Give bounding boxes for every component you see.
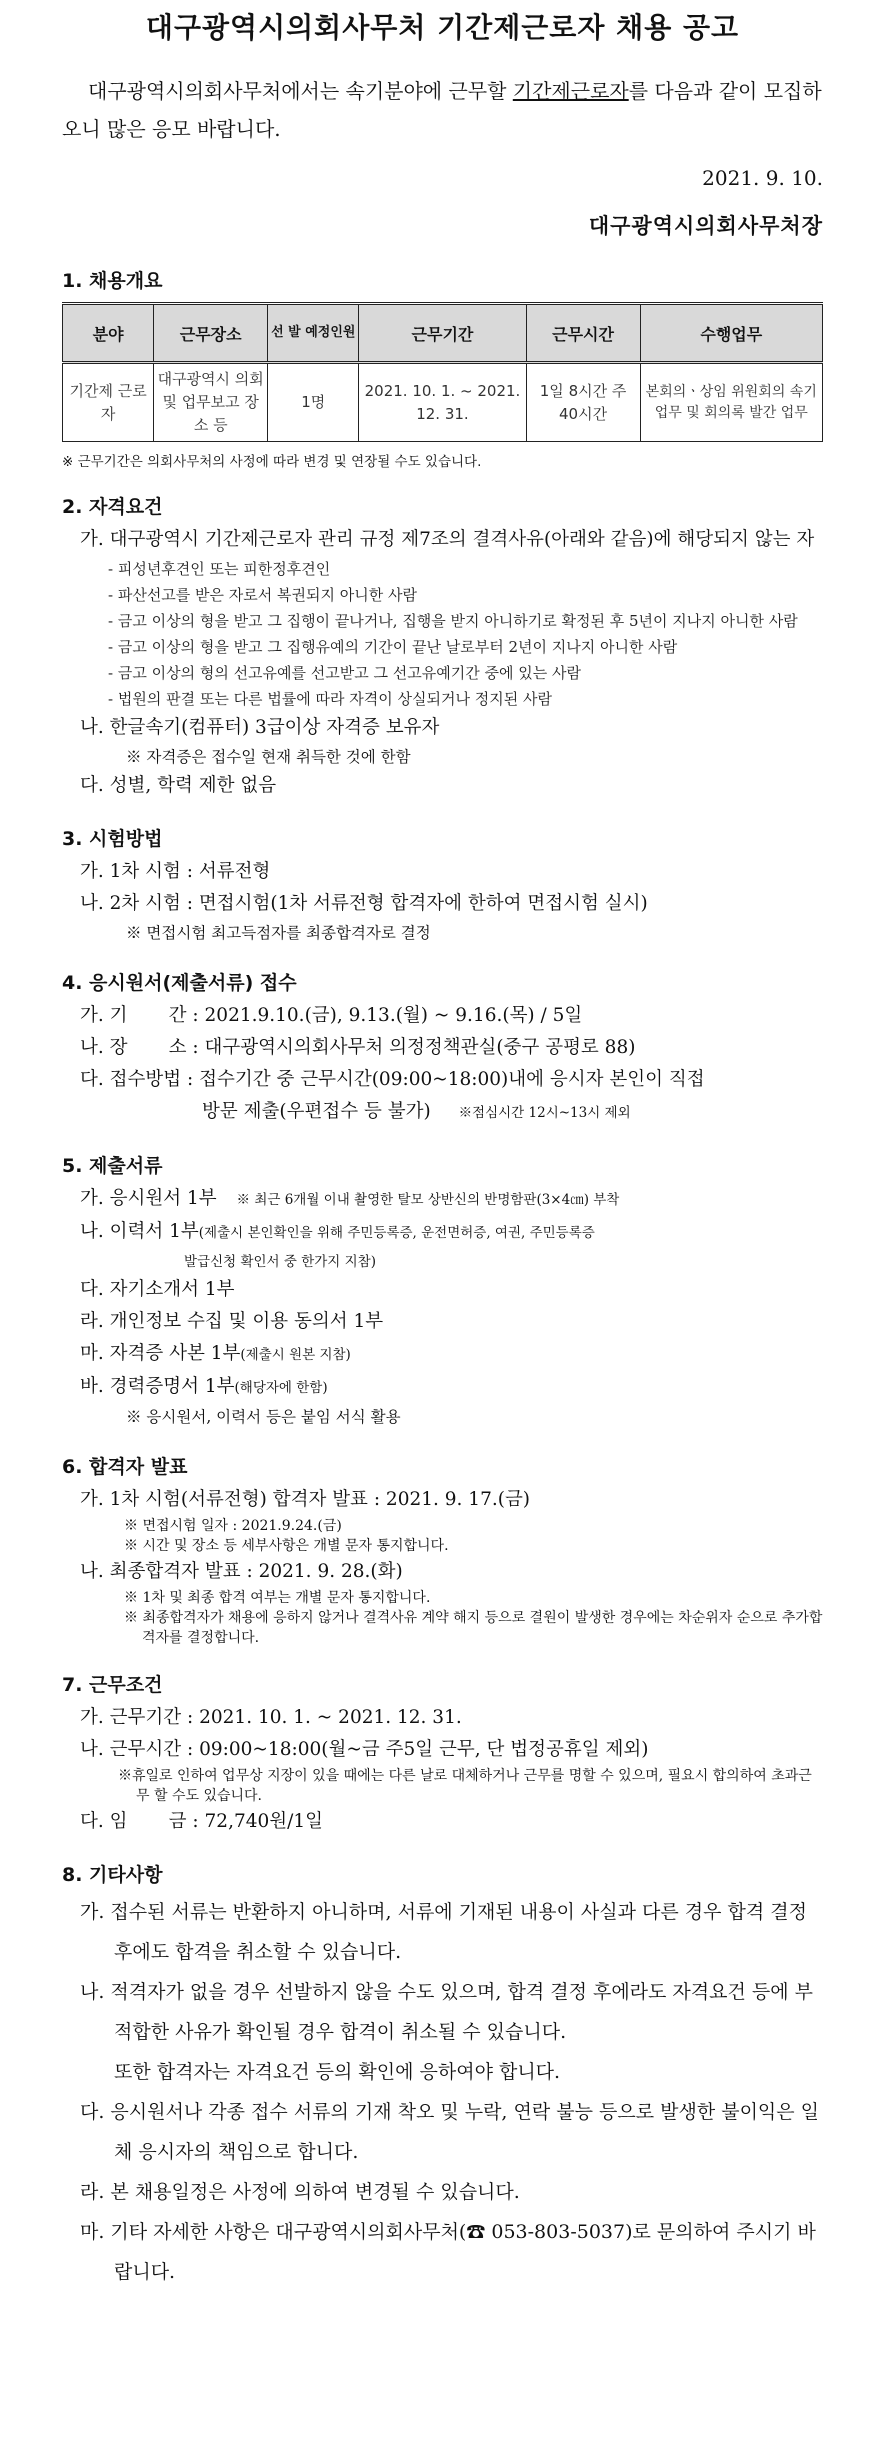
etc-list — [62, 1892, 823, 2292]
section-8-title: 8. 기타사항 — [62, 1864, 163, 1886]
doc-f-note: (해당자에 한함) — [234, 1380, 328, 1396]
doc-b-note-2: 발급신청 확인서 중 한가지 지참) — [184, 1254, 376, 1270]
requirement-b: 나. 한글속기(컴퓨터) 3급이상 자격증 보유자 — [80, 717, 440, 738]
list-item: - 금고 이상의 형의 선고유예를 선고받고 그 선고유예기간 중에 있는 사람 — [108, 664, 581, 682]
lunch-note: ※점심시간 12시~13시 제외 — [458, 1105, 631, 1121]
list-item: - 금고 이상의 형을 받고 그 집행이 끝나거나, 집행을 받지 아니하기로 확정된 후 5년이 지나지 아니한 사람 — [108, 612, 798, 630]
exam-a: 가. 1차 시험 : 서류전형 — [80, 861, 271, 882]
section-3-title: 3. 시험방법 — [62, 828, 163, 850]
requirement-b-note: ※ 자격증은 접수일 현재 취득한 것에 한함 — [126, 748, 411, 766]
doc-a — [62, 1183, 823, 1216]
doc-c: 다. 자기소개서 1부 — [80, 1279, 235, 1300]
doc-b-label: 나. 이력서 1부 — [80, 1221, 199, 1242]
section-7-title: 7. 근무조건 — [62, 1674, 163, 1696]
table-row — [63, 363, 823, 442]
application-method-cont — [62, 1096, 823, 1129]
result-a-notes — [62, 1516, 823, 1556]
doc-d: 라. 개인정보 수집 및 이용 동의서 1부 — [80, 1311, 384, 1332]
work-hours: 나. 근무시간 : 09:00~18:00(월~금 주5일 근무, 단 법정공휴일 제외) — [80, 1739, 649, 1760]
application-place: 나. 장 소 : 대구광역시의회사무처 의정정책관실(중구 공평로 88) — [80, 1037, 636, 1058]
cell-period: 2021. 10. 1. ~ 2021. 12. 31. — [359, 363, 526, 442]
list-item: - 금고 이상의 형을 받고 그 집행유예의 기간이 끝난 날로부터 2년이 지나지 아니한 사람 — [108, 638, 678, 656]
doc-note: ※ 응시원서, 이력서 등은 붙임 서식 활용 — [126, 1408, 401, 1426]
intro-text-2: 를 다음과 같이 모집하오니 많은 응모 바랍니다. — [62, 79, 822, 141]
requirement-a: 가. 대구광역시 기간제근로자 관리 규정 제7조의 결격사유(아래와 같음)에 해당되지 않는 자 — [80, 529, 815, 550]
page-title: 대구광역시의회사무처 기간제근로자 채용 공고 — [145, 11, 740, 44]
table-header: 근무기간 — [359, 304, 526, 363]
list-item: - 법원의 판결 또는 다른 법률에 따라 자격이 상실되거나 정지된 사람 — [108, 690, 552, 708]
application-method: 다. 접수방법 : 접수기간 중 근무시간(09:00~18:00)내에 응시자 본인이 직접 — [80, 1069, 705, 1090]
cell-place: 대구광역시 의회 및 업무보고 장소 등 — [154, 363, 268, 442]
exam-b: 나. 2차 시험 : 면접시험(1차 서류전형 합격자에 한하여 면접시험 실시) — [80, 893, 648, 914]
table-header: 근무시간 — [526, 304, 640, 363]
list-item: - 파산선고를 받은 자로서 복권되지 아니한 사람 — [108, 586, 417, 604]
notice-date: 2021. 9. 10. — [702, 166, 823, 190]
issuing-organization: 대구광역시의회사무처장 — [588, 214, 823, 238]
doc-e-note: (제출시 원본 지참) — [240, 1347, 351, 1363]
table-header: 선 발 예정인원 — [268, 304, 359, 363]
application-period: 가. 기 간 : 2021.9.10.(금), 9.13.(월) ~ 9.16.(목) / 5일 — [80, 1005, 583, 1026]
doc-e-label: 마. 자격증 사본 1부 — [80, 1343, 241, 1364]
table-header: 근무장소 — [154, 304, 268, 363]
cell-hours: 1일 8시간 주 40시간 — [526, 363, 640, 442]
section-4-title: 4. 응시원서(제출서류) 접수 — [62, 972, 297, 994]
table-header-row — [63, 304, 823, 363]
section-6-title: 6. 합격자 발표 — [62, 1456, 188, 1478]
work-hours-note-wrap — [62, 1766, 823, 1806]
cell-work: 본회의ㆍ상임 위원회의 속기업무 및 회의록 발간 업무 — [640, 363, 822, 442]
doc-b-cont — [62, 1249, 823, 1274]
section-1-title: 1. 채용개요 — [62, 270, 163, 292]
work-hours-note: ※휴일로 인하여 업무상 지장이 있을 때에는 다른 날로 대체하거나 근무를 명할 수 있으며, 필요시 합의하여 초과근무 할 수도 있습니다. — [118, 1768, 812, 1804]
section-2-title: 2. 자격요건 — [62, 496, 163, 518]
list-item: - 피성년후견인 또는 피한정후견인 — [108, 560, 331, 578]
cell-count: 1명 — [268, 363, 359, 442]
exam-note: ※ 면접시험 최고득점자를 최종합격자로 결정 — [126, 924, 431, 942]
etc-d: 라. 본 채용일정은 사정에 의하여 변경될 수 있습니다. — [80, 2181, 520, 2203]
result-b-notes — [62, 1588, 823, 1648]
doc-f — [62, 1371, 823, 1404]
note-item: ※ 시간 및 장소 등 세부사항은 개별 문자 통지합니다. — [124, 1538, 449, 1554]
wage: 다. 임 금 : 72,740원/1일 — [80, 1811, 324, 1832]
application-method-line2: 방문 제출(우편접수 등 불가) — [202, 1101, 431, 1122]
result-b: 나. 최종합격자 발표 : 2021. 9. 28.(화) — [80, 1561, 403, 1582]
cell-field: 기간제 근로자 — [63, 363, 154, 442]
doc-a-label: 가. 응시원서 1부 — [80, 1188, 217, 1209]
intro-paragraph — [62, 72, 823, 148]
doc-a-note: ※ 최근 6개월 이내 촬영한 탈모 상반신의 반명함판(3×4㎝) 부착 — [236, 1192, 620, 1208]
etc-e: 마. 기타 자세한 사항은 대구광역시의회사무처(☎ 053-803-5037)로 문의하여 주시기 바랍니다. — [80, 2221, 816, 2283]
etc-b-cont: 또한 합격자는 자격요건 등의 확인에 응하여야 합니다. — [114, 2061, 561, 2083]
etc-c: 다. 응시원서나 각종 접수 서류의 기재 착오 및 누락, 연락 불능 등으로 발생한 불이익은 일체 응시자의 책임으로 합니다. — [80, 2101, 820, 2163]
etc-a: 가. 접수된 서류는 반환하지 아니하며, 서류에 기재된 내용이 사실과 다른 경우 합격 결정 후에도 합격을 취소할 수 있습니다. — [80, 1901, 807, 1963]
intro-text-1: 대구광역시의회사무처에서는 속기분야에 근무할 — [88, 79, 513, 103]
note-item: ※ 면접시험 일자 : 2021.9.24.(금) — [124, 1518, 342, 1534]
requirement-c: 다. 성별, 학력 제한 없음 — [80, 775, 277, 796]
work-period: 가. 근무기간 : 2021. 10. 1. ~ 2021. 12. 31. — [80, 1707, 462, 1728]
intro-underlined: 기간제근로자 — [512, 79, 629, 103]
table-note: ※ 근무기간은 의회사무처의 사정에 따라 변경 및 연장될 수도 있습니다. — [62, 454, 482, 470]
etc-b: 나. 적격자가 없을 경우 선발하지 않을 수도 있으며, 합격 결정 후에라도 자격요건 등에 부적합한 사유가 확인될 경우 합격이 취소될 수 있습니다. — [80, 1981, 813, 2043]
result-a: 가. 1차 시험(서류전형) 합격자 발표 : 2021. 9. 17.(금) — [80, 1489, 531, 1510]
recruitment-table — [62, 302, 823, 442]
disqualification-list — [62, 556, 823, 712]
section-5-title: 5. 제출서류 — [62, 1155, 163, 1177]
doc-e — [62, 1338, 823, 1371]
doc-b-note: (제출시 본인확인을 위해 주민등록증, 운전면허증, 여권, 주민등록증 — [198, 1225, 595, 1241]
table-header: 분야 — [63, 304, 154, 363]
doc-f-label: 바. 경력증명서 1부 — [80, 1376, 235, 1397]
doc-b — [62, 1216, 823, 1249]
table-header: 수행업무 — [640, 304, 822, 363]
note-item: ※ 1차 및 최종 합격 여부는 개별 문자 통지합니다. — [124, 1590, 431, 1606]
note-item: ※ 최종합격자가 채용에 응하지 않거나 결격사유 계약 해지 등으로 결원이 발생한 경우에는 차순위자 순으로 추가합격자를 결정합니다. — [124, 1610, 823, 1646]
